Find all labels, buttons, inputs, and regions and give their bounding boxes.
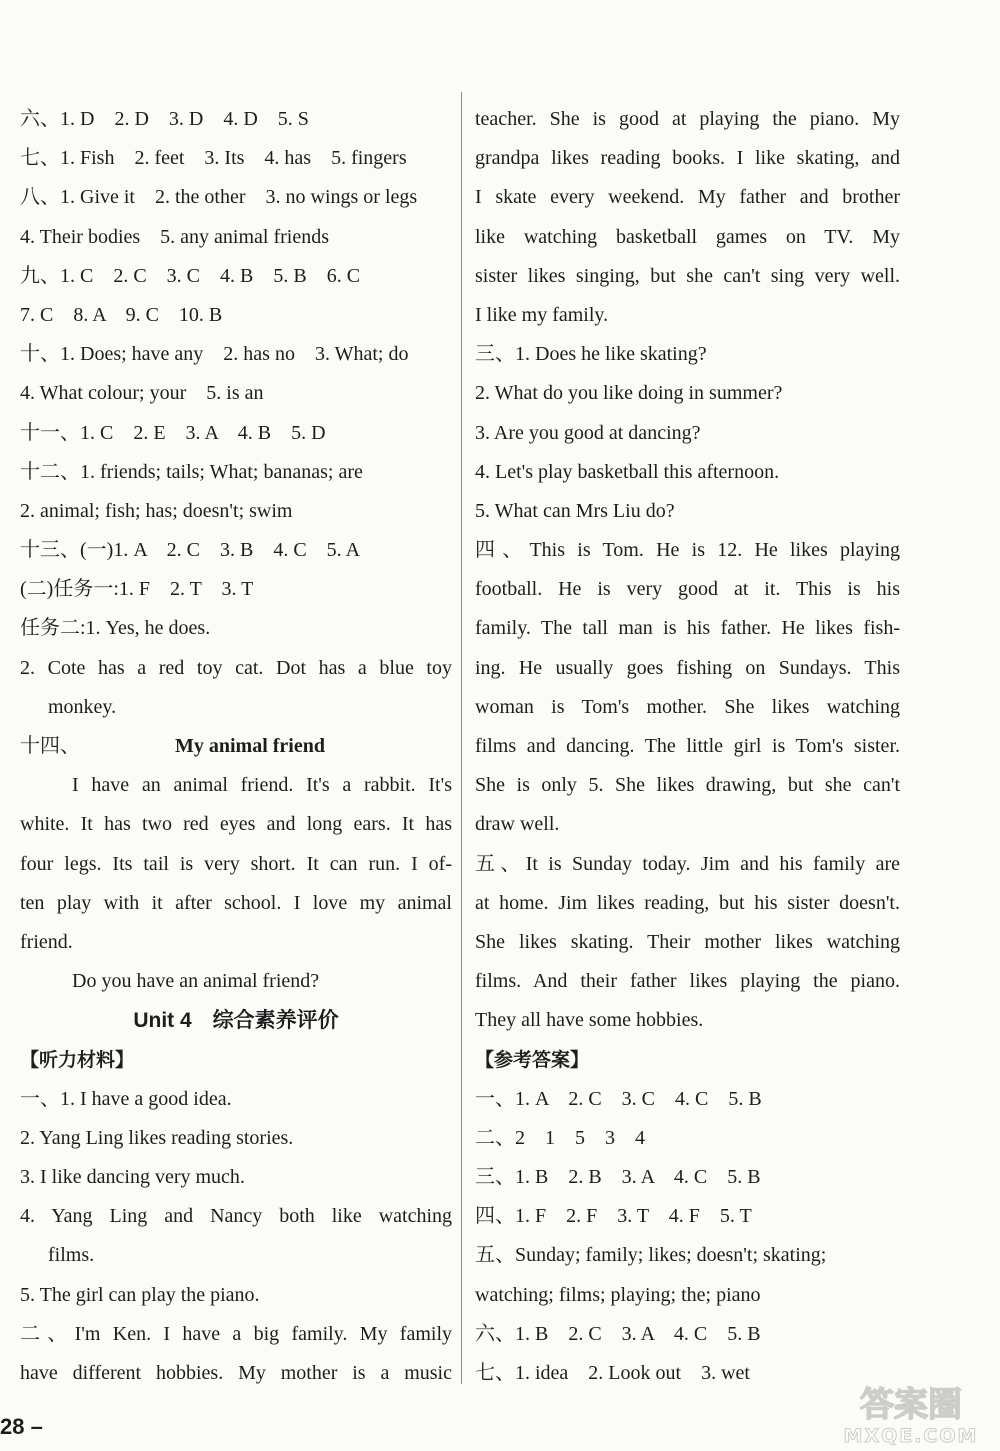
answer-line: 一、1. A 2. C 3. C 4. C 5. B (475, 1087, 762, 1110)
answer-line: 三、1. B 2. B 3. A 4. C 5. B (475, 1166, 761, 1189)
transcript-line: films and dancing. The little girl is Tom's sister. (475, 735, 900, 757)
answer-line: 7. C 8. A 9. C 10. B (20, 303, 223, 326)
unit-title: Unit 4 综合素养评价 (133, 1009, 339, 1033)
section-heading: 【参考答案】 (475, 1048, 590, 1071)
transcript-line: 2. What do you like doing in summer? (475, 382, 783, 405)
question-number: 十四、 (20, 735, 80, 757)
column-divider (461, 92, 462, 1384)
transcript-line: sister likes singing, but she can't sing very well. (475, 264, 900, 287)
transcript-line: like watching basketball games on TV. My (475, 225, 900, 248)
transcript-line: woman is Tom's mother. She likes watching (475, 695, 900, 718)
essay-line: I have an animal friend. It's a rabbit. It's (72, 774, 452, 797)
essay-line: four legs. Its tail is very short. It can run. I of- (20, 852, 452, 875)
answer-line: 二、2 1 5 3 4 (475, 1126, 645, 1149)
answer-line: 十三、(一)1. A 2. C 3. B 4. C 5. A (20, 539, 361, 562)
transcript-line: draw well. (475, 813, 560, 836)
answer-line: 4. Their bodies 5. any animal friends (20, 225, 330, 248)
transcript-line: She likes skating. Their mother likes watching (475, 930, 900, 953)
transcript-line: They all have some hobbies. (475, 1009, 704, 1032)
section-heading: 【听力材料】 (20, 1048, 135, 1071)
answer-line: 2. Cote has a red toy cat. Dot has a blue toy (20, 656, 452, 679)
transcript-line: 三、1. Does he like skating? (475, 343, 707, 366)
transcript-line: 5. The girl can play the piano. (20, 1283, 260, 1306)
transcript-line: 3. I like dancing very much. (20, 1166, 245, 1189)
watermark-top-text: 答案圈 (860, 1385, 962, 1425)
transcript-line: films. (48, 1244, 95, 1267)
transcript-line: 2. Yang Ling likes reading stories. (20, 1126, 294, 1149)
transcript-line: 3. Are you good at dancing? (475, 421, 701, 444)
answer-line: watching; films; playing; the; piano (475, 1283, 761, 1306)
watermark-logo (826, 1378, 996, 1448)
answer-line: 四、1. F 2. F 3. T 4. F 5. T (475, 1205, 752, 1228)
answer-line: 八、1. Give it 2. the other 3. no wings or legs (20, 186, 418, 209)
transcript-line: I like my family. (475, 303, 609, 326)
transcript-line: films. And their father likes playing the piano. (475, 970, 900, 993)
answer-line: 七、1. idea 2. Look out 3. wet (475, 1362, 750, 1384)
answer-line: 六、1. D 2. D 3. D 4. D 5. S (20, 108, 309, 130)
answer-line: 六、1. B 2. C 3. A 4. C 5. B (475, 1322, 761, 1345)
transcript-line: 4. Yang Ling and Nancy both like watching (20, 1205, 452, 1228)
transcript-line: family. The tall man is his father. He likes fish- (475, 617, 900, 640)
page-number: 28 – (0, 1414, 43, 1439)
essay-line: Do you have an animal friend? (72, 970, 320, 993)
watermark-bottom-text: MXQE.COM (843, 1425, 979, 1447)
essay-line: ten play with it after school. I love my animal (20, 891, 452, 914)
left-column (20, 100, 452, 1393)
right-column (475, 100, 900, 1393)
answer-line: 任务二:1. Yes, he does. (20, 617, 211, 640)
transcript-line: have different hobbies. My mother is a music (20, 1362, 452, 1384)
transcript-line: I skate every weekend. My father and brother (475, 186, 900, 209)
transcript-line: at home. Jim likes reading, but his sister doesn't. (475, 891, 900, 914)
answer-line: 十一、1. C 2. E 3. A 4. B 5. D (20, 421, 326, 444)
transcript-line: 5. What can Mrs Liu do? (475, 499, 675, 522)
transcript-line: 四、This is Tom. He is 12. He likes playing (475, 539, 900, 562)
transcript-line: 二、I'm Ken. I have a big family. My family (20, 1322, 452, 1345)
answer-line: 十二、1. friends; tails; What; bananas; are (20, 460, 363, 483)
answer-line: 2. animal; fish; has; doesn't; swim (20, 499, 293, 522)
answer-line: 十、1. Does; have any 2. has no 3. What; do (20, 343, 409, 366)
essay-line: white. It has two red eyes and long ears. It has (20, 813, 452, 836)
transcript-line: ing. He usually goes fishing on Sundays. This (475, 656, 900, 679)
transcript-line: football. He is very good at it. This is his (475, 578, 900, 601)
essay-heading (20, 727, 452, 766)
answer-line: 五、Sunday; family; likes; doesn't; skating; (475, 1244, 827, 1267)
answer-line: 七、1. Fish 2. feet 3. Its 4. has 5. fingers (20, 147, 407, 170)
transcript-line: teacher. She is good at playing the piano. My (475, 108, 900, 130)
answer-line: monkey. (48, 695, 117, 718)
transcript-line: She is only 5. She likes drawing, but she can't (475, 774, 900, 797)
answer-line: 4. What colour; your 5. is an (20, 382, 264, 405)
transcript-line: 一、1. I have a good idea. (20, 1087, 232, 1110)
answer-line: (二)任务一:1. F 2. T 3. T (20, 578, 254, 601)
essay-line: friend. (20, 930, 73, 953)
transcript-line: 4. Let's play basketball this afternoon. (475, 460, 780, 483)
answer-line: 九、1. C 2. C 3. C 4. B 5. B 6. C (20, 264, 361, 287)
transcript-line: grandpa likes reading books. I like skating, and (475, 147, 900, 170)
essay-title: My animal friend (175, 735, 325, 757)
transcript-line: 五、It is Sunday today. Jim and his family are (475, 852, 900, 875)
